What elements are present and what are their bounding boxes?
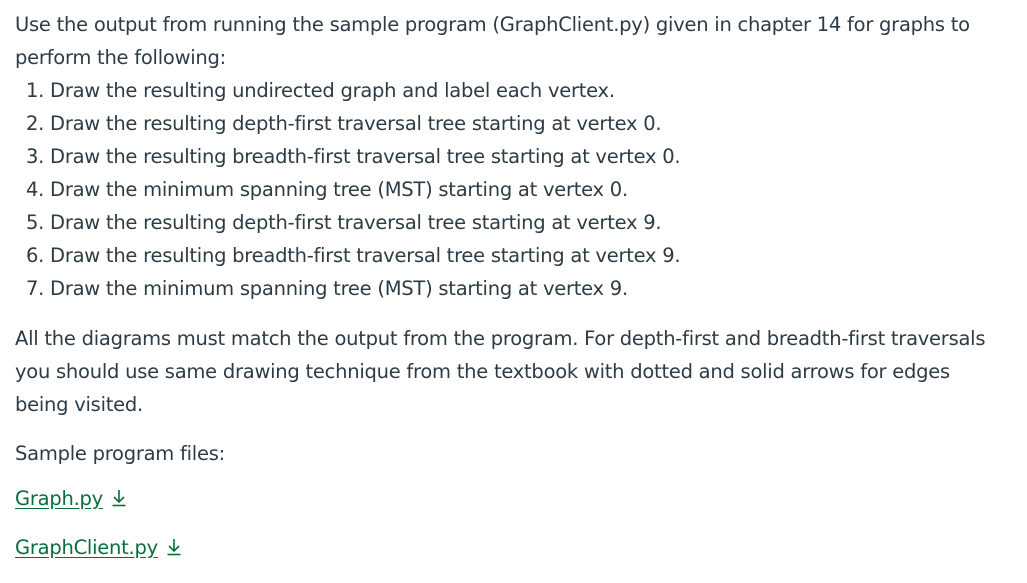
files-label: Sample program files: [15,442,225,465]
list-item: 3. Draw the resulting breadth-first traversal tree starting at vertex 0. [26,145,681,168]
list-item: 5. Draw the resulting depth-first traversal tree starting at vertex 9. [26,211,662,234]
instruction-list [26,74,680,305]
file-link-graph-py[interactable] [15,487,127,512]
list-item: 6. Draw the resulting breadth-first traversal tree starting at vertex 9. [26,244,681,267]
file-link-graphclient-py[interactable] [15,536,182,561]
list-item: 4. Draw the minimum spanning tree (MST) starting at vertex 0. [26,178,628,201]
list-item: 2. Draw the resulting depth-first traversal tree starting at vertex 0. [26,112,662,135]
download-icon[interactable] [166,538,182,561]
list-item: 7. Draw the minimum spanning tree (MST) starting at vertex 9. [26,277,628,300]
file-link-label: Graph.py [15,487,103,510]
download-icon[interactable] [111,489,127,512]
requirements-paragraph: All the diagrams must match the output from the program. For depth-first and breadth-first traversals you should use same drawing technique from the textbook with dotted and solid arrows for edges being visited. [15,327,986,416]
intro-paragraph: Use the output from running the sample program (GraphClient.py) given in chapter 14 for graphs to perform the following: [15,13,970,69]
list-item: 1. Draw the resulting undirected graph and label each vertex. [26,79,615,102]
file-link-label: GraphClient.py [15,536,158,559]
